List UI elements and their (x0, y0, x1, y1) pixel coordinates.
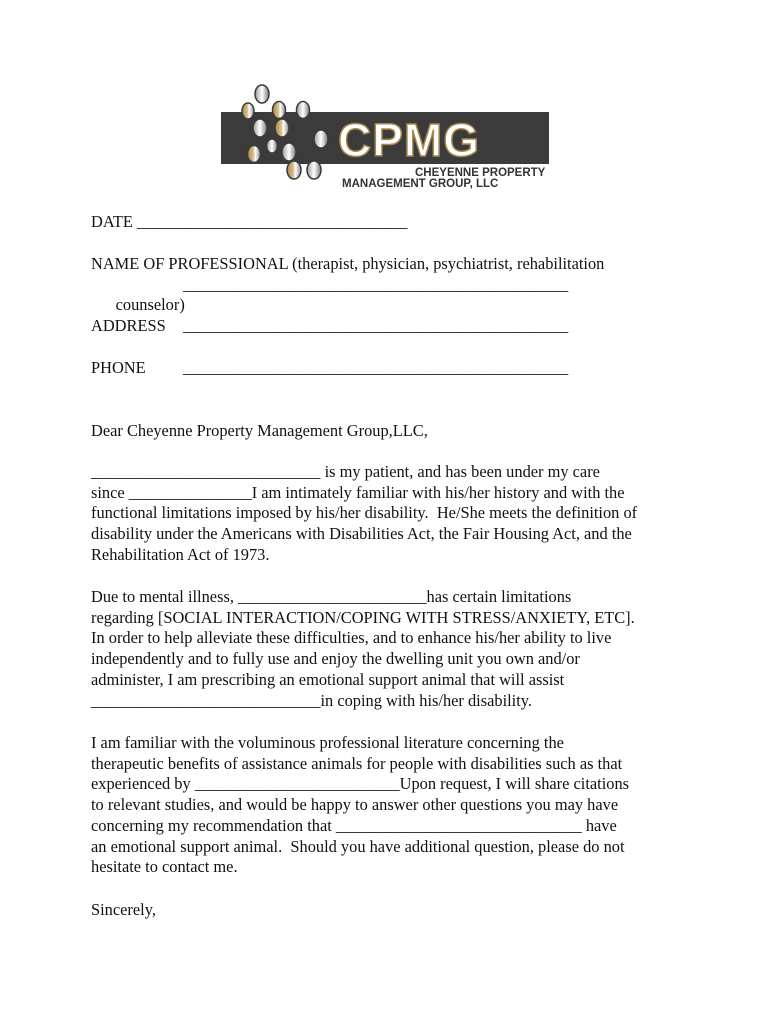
professional-label-cont: counselor) (115, 295, 185, 315)
paragraph-line: therapeutic benefits of assistance animals for people with disabilities such as that (91, 753, 623, 773)
date-label: DATE (91, 212, 133, 231)
paragraph-line: since _______________I am intimately familiar with his/her history and with the (91, 482, 625, 502)
paragraph-1 (91, 462, 691, 566)
paragraph-line: ____________________________ is my patient, and has been under my care (91, 462, 600, 481)
cpmg-logo (216, 84, 556, 194)
paragraph-line: experienced by _________________________Upon request, I will share citations (91, 774, 630, 794)
paragraph-line: to relevant studies, and would be happy to answer other questions you may have (91, 795, 619, 815)
logo-wordmark: CPMG (338, 114, 480, 166)
paragraph-2 (91, 587, 691, 711)
address-field (91, 316, 691, 337)
paragraph-line: hesitate to contact me. (91, 857, 238, 877)
paragraph-line: I am familiar with the voluminous professional literature concerning the (91, 733, 564, 752)
paragraph-line: Due to mental illness, _______________________has certain limitations (91, 587, 572, 606)
phone-blank[interactable]: _______________________________________________ (183, 358, 569, 377)
professional-label: NAME OF PROFESSIONAL (therapist, physician, psychiatrist, rehabilitation (91, 254, 605, 273)
closing: Sincerely, (91, 900, 156, 919)
professional-blank[interactable]: _______________________________________________ (183, 274, 569, 294)
logo-company-line2: MANAGEMENT GROUP, LLC (342, 178, 499, 190)
paragraph-line: an emotional support animal. Should you have additional question, please do not (91, 836, 625, 856)
date-field (91, 212, 691, 233)
paragraph-line: independently and to fully use and enjoy the dwelling unit you own and/or (91, 649, 580, 669)
paragraph-3 (91, 733, 691, 878)
logo-company-line1: CHEYENNE PROPERTY (415, 167, 546, 179)
paragraph-line: concerning my recommendation that ______________________________ have (91, 815, 617, 835)
salutation: Dear Cheyenne Property Management Group,LLC, (91, 421, 428, 440)
date-blank[interactable]: _________________________________ (137, 212, 408, 231)
paragraph-line: functional limitations imposed by his/her disability. He/She meets the definition of (91, 503, 638, 523)
professional-field (91, 254, 691, 358)
paragraph-line: disability under the Americans with Disabilities Act, the Fair Housing Act, and the (91, 524, 632, 544)
paragraph-line: In order to help alleviate these difficulties, and to enhance his/her ability to live (91, 628, 612, 648)
paragraph-line: administer, I am prescribing an emotional support animal that will assist (91, 669, 565, 689)
phone-field (91, 358, 691, 379)
paragraph-line: ____________________________in coping with his/her disability. (91, 690, 533, 710)
paragraph-line: regarding [SOCIAL INTERACTION/COPING WITH STRESS/ANXIETY, ETC]. (91, 607, 635, 627)
phone-label: PHONE (91, 358, 146, 377)
address-label: ADDRESS (91, 316, 166, 335)
address-blank[interactable]: _______________________________________________ (183, 316, 569, 335)
paragraph-line: Rehabilitation Act of 1973. (91, 544, 270, 564)
